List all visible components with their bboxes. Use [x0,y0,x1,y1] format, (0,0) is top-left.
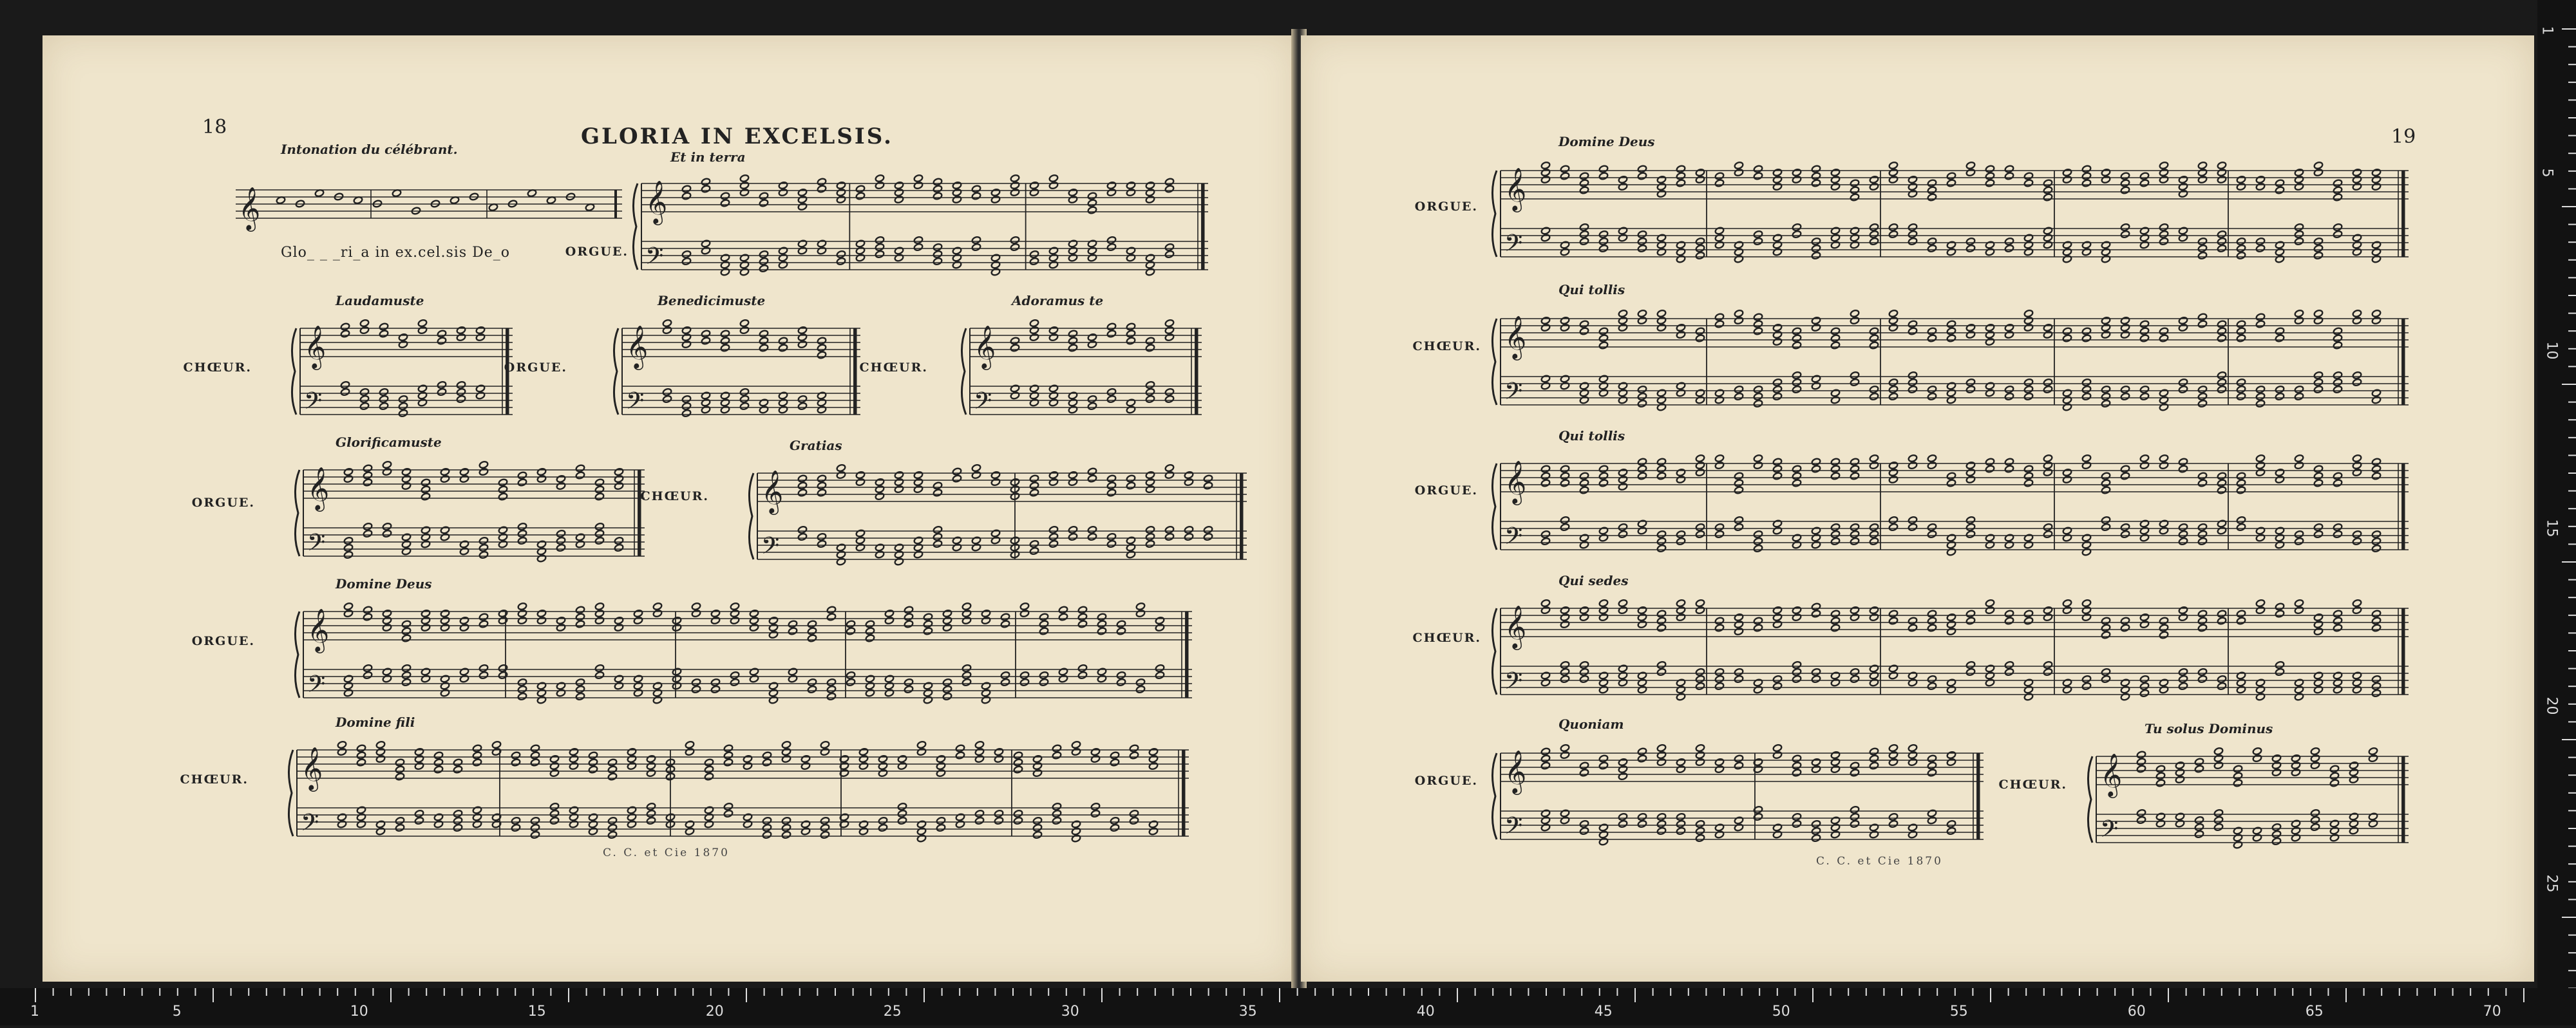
system-caption: Quoniam [1558,716,1624,732]
system-label: ORGUE. [1414,483,1478,498]
system-label: ORGUE. [1414,774,1478,788]
page-title: GLORIA IN EXCELSIS. [581,124,893,149]
grand-staff [744,454,1247,576]
system-caption: Glorificamuste [336,435,442,450]
grand-staff [290,592,1192,715]
system-label: ORGUE. [1414,200,1478,214]
svg-text:𝄢: 𝄢 [307,671,326,704]
publisher-mark: C. C. et Cie 1870 [603,846,730,859]
svg-text:𝄢: 𝄢 [974,388,992,420]
system-label: CHŒUR. [183,360,252,375]
intonation-staff [236,164,622,241]
svg-text:𝄢: 𝄢 [645,243,664,276]
svg-text:𝄢: 𝄢 [1504,523,1523,556]
left-page [43,35,1296,982]
grand-staff [1488,299,2409,422]
ruler-label: 1 [30,1004,39,1020]
page-number-right: 19 [2391,126,2416,148]
grand-staff [284,731,1189,853]
grand-staff [287,309,513,431]
right-page [1301,35,2534,982]
system-caption: Domine fili [336,715,415,730]
intonation-caption: Intonation du célébrant. [281,142,458,157]
system-caption: Gratias [790,438,842,453]
publisher-mark: C. C. et Cie 1870 [1816,855,1943,868]
svg-text:𝄞: 𝄞 [645,180,668,223]
svg-text:𝄞: 𝄞 [761,469,784,513]
grand-staff [1488,589,2409,711]
ruler-label: 60 [2127,1004,2146,1020]
system-caption: Laudamuste [336,293,424,308]
grand-staff [1488,444,2409,566]
ruler-label: 25 [2543,874,2560,893]
ruler-label: 15 [2543,519,2560,537]
system-label: ORGUE. [565,245,629,259]
system-caption: Qui tollis [1558,282,1625,297]
ruler-label: 65 [2305,1004,2324,1020]
svg-text:𝄢: 𝄢 [307,529,326,562]
system-label: CHŒUR. [1998,778,2067,792]
intonation-lyrics: Glo_ _ _ri_a in ex.cel.sis De_o [281,245,511,261]
ruler-label: 15 [527,1004,546,1020]
ruler-label: 45 [1594,1004,1613,1020]
system-label: CHŒUR. [1412,631,1481,645]
svg-text:𝄞: 𝄞 [974,324,996,368]
system-caption: Qui tollis [1558,428,1625,444]
system-caption: Domine Deus [1558,134,1655,149]
system-caption: Et in terra [670,149,746,165]
svg-text:𝄢: 𝄢 [761,532,780,565]
system-caption: Benedicimuste [658,293,766,308]
svg-text:𝄢: 𝄢 [1504,668,1523,700]
page-number-left: 18 [202,116,227,138]
ruler-label: 40 [1416,1004,1435,1020]
system-caption: Adoramus te [1012,293,1104,308]
ruler-label: 1 [2539,26,2555,35]
grand-staff [2083,737,2409,859]
grand-staff [629,164,1208,286]
svg-text:𝄞: 𝄞 [1504,604,1527,648]
svg-text:𝄢: 𝄢 [301,809,319,842]
grand-staff [290,451,645,573]
svg-text:𝄞: 𝄞 [307,466,330,510]
svg-text:𝄞: 𝄞 [304,324,327,368]
ruler-label: 35 [1238,1004,1257,1020]
scale-ruler-horizontal [0,988,2576,1025]
ruler-label: 10 [350,1004,368,1020]
system-label: ORGUE. [191,496,255,510]
svg-text:𝄞: 𝄞 [1504,167,1527,210]
system-label: ORGUE. [504,360,567,375]
system-caption: Tu solus Dominus [2145,721,2273,736]
svg-text:𝄢: 𝄢 [1504,378,1523,411]
svg-text:𝄞: 𝄞 [1504,749,1527,793]
svg-text:𝄞: 𝄞 [301,746,323,790]
grand-staff [1488,151,2409,274]
svg-text:𝄢: 𝄢 [1504,230,1523,263]
svg-text:𝄢: 𝄢 [1504,812,1523,845]
scale-ruler-vertical [2537,0,2576,988]
svg-text:𝄢: 𝄢 [626,388,645,420]
svg-text:𝄢: 𝄢 [304,388,323,420]
ruler-label: 20 [2543,696,2560,715]
ruler-label: 30 [1061,1004,1079,1020]
svg-text:𝄞: 𝄞 [1504,315,1527,359]
svg-text:𝄞: 𝄞 [238,186,261,230]
grand-staff [957,309,1202,431]
system-label: CHŒUR. [859,360,928,375]
ruler-label: 25 [883,1004,902,1020]
ruler-label: 55 [1949,1004,1968,1020]
system-caption: Domine Deus [336,576,432,592]
svg-text:𝄞: 𝄞 [626,324,649,368]
grand-staff [1488,734,1984,856]
system-label: CHŒUR. [180,772,249,787]
system-label: ORGUE. [191,634,255,648]
svg-text:𝄞: 𝄞 [307,608,330,651]
system-label: CHŒUR. [1412,339,1481,353]
svg-text:𝄞: 𝄞 [1504,460,1527,503]
system-caption: Qui sedes [1558,573,1629,588]
ruler-label: 50 [1772,1004,1790,1020]
svg-text:𝄢: 𝄢 [2100,816,2119,848]
system-label: CHŒUR. [640,489,709,503]
ruler-label: 5 [172,1004,182,1020]
ruler-label: 10 [2543,341,2560,360]
grand-staff [609,309,860,431]
ruler-label: 70 [2483,1004,2501,1020]
ruler-label: 5 [2539,168,2555,178]
ruler-label: 20 [705,1004,724,1020]
svg-text:𝄞: 𝄞 [2100,752,2123,796]
